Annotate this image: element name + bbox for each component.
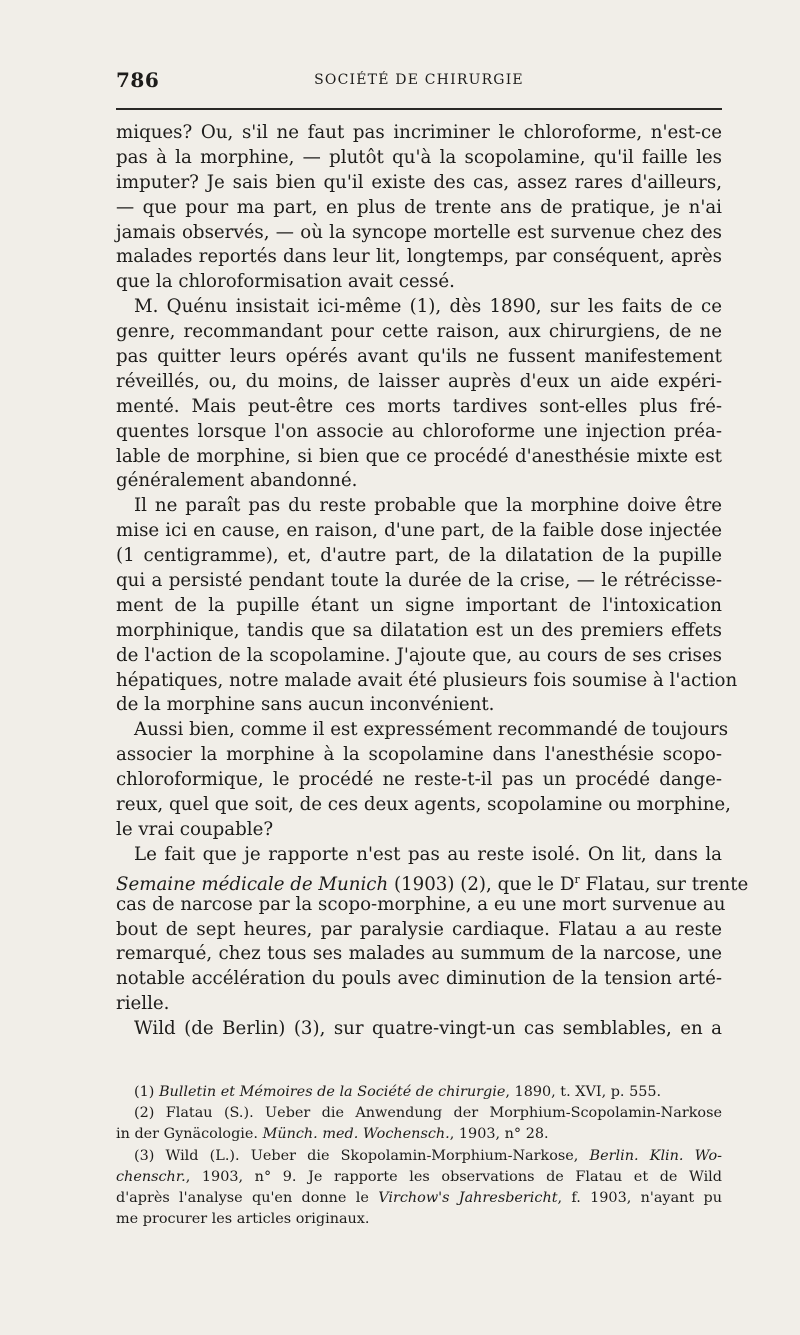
text-line: remarqué, chez tous ses malades au summum de la narcose, une bbox=[116, 943, 722, 965]
text-line: Wild (de Berlin) (3), sur quatre-vingt-un cas semblables, en a bbox=[134, 1018, 722, 1040]
journal-title: Virchow's Jahresbericht bbox=[378, 1189, 558, 1206]
journal-title: Münch. med. Wochensch. bbox=[262, 1126, 450, 1143]
text-segment: , f. 1903, n'ayant pu bbox=[557, 1189, 722, 1206]
footnote-2-line: (2) Flatau (S.). Ueber die Anwendung der Morphium-Scopolamin-Narkose bbox=[134, 1105, 722, 1122]
text-line: chloroformique, le procédé ne reste-t-il pas un procédé dange- bbox=[116, 769, 722, 791]
journal-title: chenschr. bbox=[116, 1168, 186, 1185]
text-segment: Flatau, sur trente bbox=[579, 873, 749, 895]
text-line: morphinique, tandis que sa dilatation est un des premiers effets bbox=[116, 619, 722, 641]
text-line: hépatiques, notre malade avait été plusieurs fois soumise à l'action bbox=[116, 669, 738, 691]
text-segment: (1903) (2), que le D bbox=[394, 873, 575, 895]
footnote-2-line bbox=[116, 1124, 722, 1145]
text-segment: d'après l'analyse qu'en donne le bbox=[116, 1189, 369, 1206]
text-line-mixed bbox=[116, 868, 749, 895]
text-segment: , 1903, n° 9. Je rapporte les observations de Flatau et de Wild bbox=[185, 1168, 722, 1185]
text-line: bout de sept heures, par paralysie cardiaque. Flatau a au reste bbox=[116, 918, 722, 940]
text-line: Aussi bien, comme il est expressément recommandé de toujours bbox=[134, 719, 729, 741]
text-line: (1 centigramme), et, d'autre part, de la dilatation de la pupille bbox=[116, 545, 722, 567]
text-line: imputer? Je sais bien qu'il existe des cas, assez rares d'ailleurs, bbox=[116, 171, 722, 193]
footnote-1 bbox=[116, 1082, 722, 1103]
text-line: genre, recommandant pour cette raison, aux chirurgiens, de ne bbox=[116, 321, 722, 343]
text-line: Il ne paraît pas du reste probable que la morphine doive être bbox=[134, 495, 722, 517]
text-line: malades reportés dans leur lit, longtemps, par conséquent, après bbox=[116, 246, 722, 268]
text-segment: , 1903, n° 28. bbox=[449, 1126, 549, 1143]
text-line: reux, quel que soit, de ces deux agents, scopolamine ou morphine, bbox=[116, 794, 731, 816]
text-line: réveillés, ou, du moins, de laisser auprès d'eux un aide expéri- bbox=[116, 370, 722, 392]
text-line: menté. Mais peut-être ces morts tardives sont-elles plus fré- bbox=[116, 395, 722, 417]
footnote-3-line bbox=[116, 1188, 722, 1209]
journal-title: Semaine médicale de Munich bbox=[116, 873, 389, 895]
text-segment: , 1890, t. XVI, p. 555. bbox=[505, 1084, 662, 1100]
text-line: que la chloroformisation avait cessé. bbox=[116, 271, 455, 293]
text-line: généralement abandonné. bbox=[116, 470, 358, 492]
text-line: mise ici en cause, en raison, d'une part, de la faible dose injectée bbox=[116, 520, 722, 542]
superscript: r bbox=[574, 872, 580, 886]
footnote-mark: (1) bbox=[134, 1084, 155, 1100]
page-number: 786 bbox=[116, 68, 160, 92]
text-line: notable accélération du pouls avec diminution de la tension arté- bbox=[116, 968, 722, 990]
text-line: lable de morphine, si bien que ce procédé d'anesthésie mixte est bbox=[116, 445, 722, 467]
text-line: associer la morphine à la scopolamine dans l'anesthésie scopo- bbox=[116, 744, 722, 766]
footnote-3-line: me procurer les articles originaux. bbox=[116, 1211, 370, 1228]
text-line: — que pour ma part, en plus de trente ans de pratique, je n'ai bbox=[116, 196, 722, 218]
running-title: SOCIÉTÉ DE CHIRURGIE bbox=[314, 72, 524, 88]
footnote-3-line bbox=[116, 1167, 722, 1188]
text-line: de l'action de la scopolamine. J'ajoute que, au cours de ses crises bbox=[116, 644, 722, 666]
footnotes bbox=[116, 1082, 722, 1230]
text-line: Le fait que je rapporte n'est pas au reste isolé. On lit, dans la bbox=[134, 843, 722, 865]
text-segment: (3) Wild (L.). Ueber die Skopolamin-Morphium-Narkose, bbox=[134, 1147, 579, 1164]
text-line: de la morphine sans aucun inconvénient. bbox=[116, 694, 495, 716]
text-line: pas à la morphine, — plutôt qu'à la scopolamine, qu'il faille les bbox=[116, 146, 722, 168]
text-line: ment de la pupille étant un signe important de l'intoxication bbox=[116, 594, 722, 616]
text-segment: in der Gynäcologie. bbox=[116, 1126, 258, 1143]
journal-title: Berlin. Klin. Wo- bbox=[589, 1147, 722, 1164]
journal-title: Bulletin et Mémoires de la Société de chirurgie bbox=[158, 1084, 506, 1100]
text-line: jamais observés, — où la syncope mortelle est survenue chez des bbox=[116, 221, 722, 243]
text-line: pas quitter leurs opérés avant qu'ils ne fussent manifestement bbox=[116, 346, 722, 368]
header-rule bbox=[116, 108, 722, 110]
text-line: M. Quénu insistait ici-même (1), dès 1890, sur les faits de ce bbox=[134, 296, 722, 318]
text-line: miques? Ou, s'il ne faut pas incriminer le chloroforme, n'est-ce bbox=[116, 122, 722, 143]
text-line: qui a persisté pendant toute la durée de la crise, — le rétrécisse- bbox=[116, 570, 722, 592]
body-text bbox=[116, 121, 749, 1042]
text-line: le vrai coupable? bbox=[116, 818, 274, 840]
text-line: quentes lorsque l'on associe au chloroforme une injection préa- bbox=[116, 420, 722, 442]
footnote-3-line bbox=[116, 1146, 722, 1167]
text-line: rielle. bbox=[116, 993, 170, 1015]
page-header bbox=[116, 68, 722, 98]
text-line: cas de narcose par la scopo-morphine, a eu une mort survenue au bbox=[116, 893, 726, 915]
